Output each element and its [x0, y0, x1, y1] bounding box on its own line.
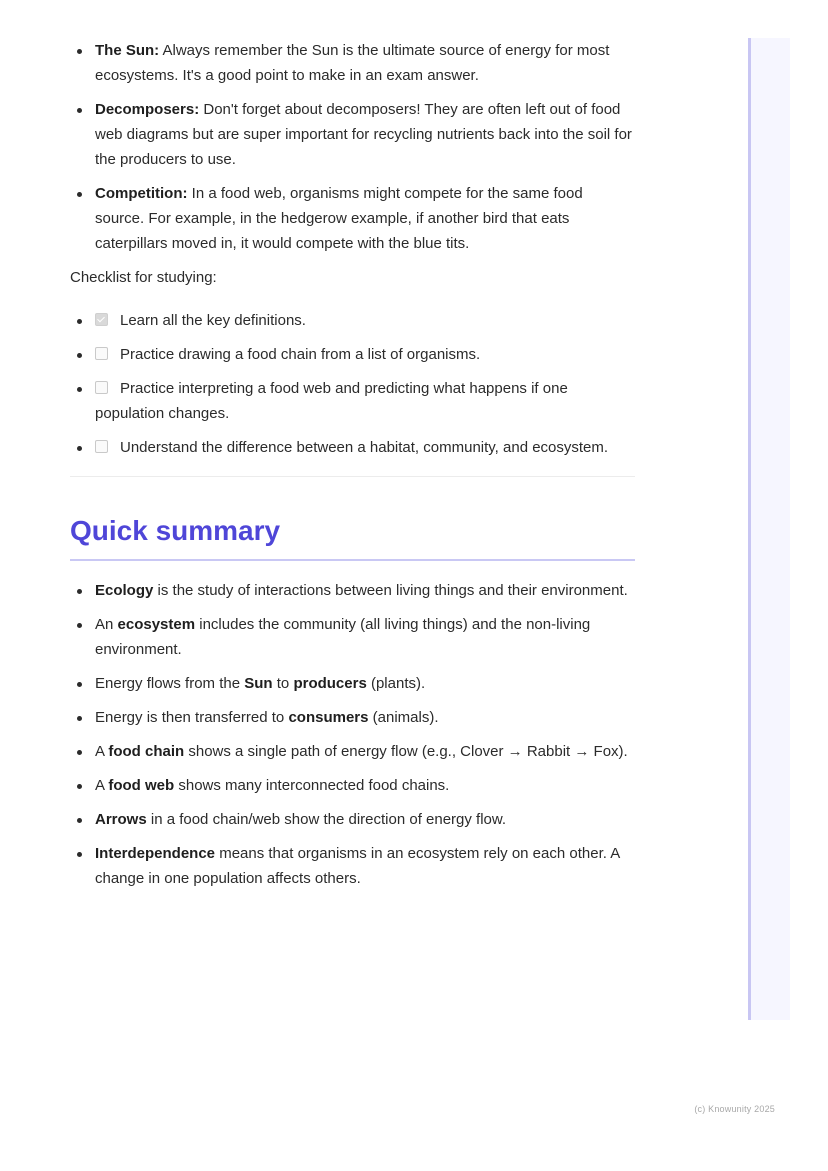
checklist-heading: Checklist for studying: — [70, 269, 217, 286]
tip-term: Competition: — [95, 185, 188, 202]
tip-text: Don't forget about decomposers! They are often left out of food web diagrams but are super important for recycling nutrients back into the soil for the producers to use. — [95, 101, 632, 168]
list-item: Ecology is the study of interactions between living things and their environment. — [70, 578, 635, 603]
checklist-item — [70, 342, 635, 367]
list-item: Energy flows from the Sun to producers (plants). — [70, 671, 635, 696]
document-content — [70, 38, 635, 900]
checklist-label: Learn all the key definitions. — [120, 312, 306, 329]
summary-list — [70, 578, 635, 891]
checkbox-icon[interactable] — [95, 347, 108, 360]
list-item: Arrows in a food chain/web show the direction of energy flow. — [70, 807, 635, 832]
exam-tips-list — [70, 38, 635, 256]
list-item — [70, 97, 635, 172]
study-checklist — [70, 308, 635, 460]
margin-sidebar — [748, 38, 790, 1020]
list-item — [70, 38, 635, 88]
checklist-item — [70, 308, 635, 333]
list-item: A food chain shows a single path of energy flow (e.g., Clover → Rabbit → Fox). — [70, 739, 635, 764]
tip-term: The Sun: — [95, 42, 160, 59]
list-item: Interdependence means that organisms in an ecosystem rely on each other. A change in one population affects others. — [70, 841, 635, 891]
checklist-label: Practice interpreting a food web and predicting what happens if one population changes. — [95, 380, 568, 422]
tip-term: Decomposers: — [95, 101, 200, 118]
checkbox-checked-icon[interactable] — [95, 313, 108, 326]
copyright-footer: (c) Knowunity 2025 — [694, 1104, 775, 1114]
checkbox-icon[interactable] — [95, 440, 108, 453]
checklist-label: Understand the difference between a habitat, community, and ecosystem. — [120, 439, 609, 456]
section-divider — [70, 476, 635, 477]
list-item: An ecosystem includes the community (all living things) and the non-living environment. — [70, 612, 635, 662]
checklist-label: Practice drawing a food chain from a list of organisms. — [120, 346, 481, 363]
heading-underline — [70, 559, 635, 561]
checklist-item — [70, 435, 635, 460]
list-item — [70, 181, 635, 256]
checkbox-icon[interactable] — [95, 381, 108, 394]
tip-text: In a food web, organisms might compete for the same food source. For example, in the hedgerow example, if another bird that eats caterpillars moved in, it would compete with the blue tits. — [95, 185, 583, 252]
list-item: Energy is then transferred to consumers (animals). — [70, 705, 635, 730]
list-item: A food web shows many interconnected food chains. — [70, 773, 635, 798]
tip-text: Always remember the Sun is the ultimate source of energy for most ecosystems. It's a good point to make in an exam answer. — [95, 42, 610, 84]
summary-heading: Quick summary — [70, 515, 281, 546]
checklist-item — [70, 376, 635, 426]
